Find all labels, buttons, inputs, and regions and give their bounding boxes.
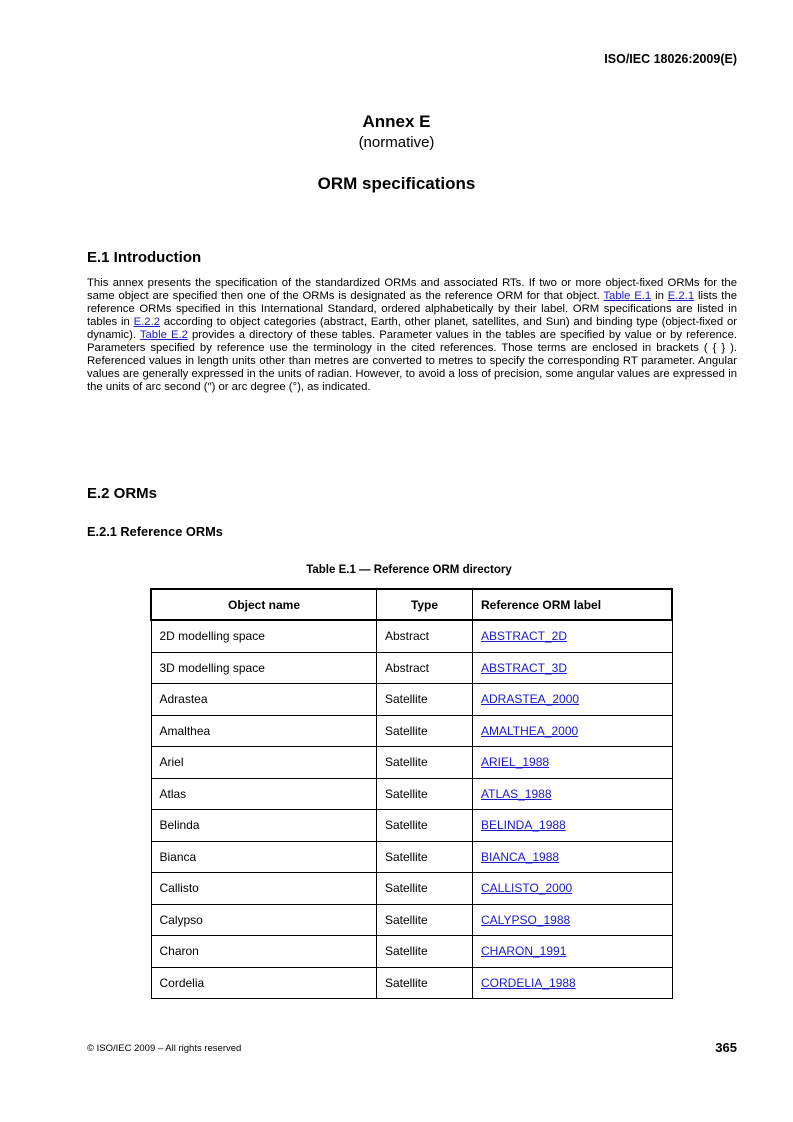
cell-type: Satellite (377, 684, 473, 716)
cell-reference-orm-label (473, 620, 673, 652)
cell-type: Satellite (377, 936, 473, 968)
section-heading-introduction: E.1 Introduction (87, 249, 202, 266)
reference-orm-link[interactable]: CHARON_1991 (481, 944, 567, 959)
cell-object-name: Belinda (151, 810, 377, 842)
table-row (151, 873, 672, 905)
cell-reference-orm-label (473, 841, 673, 873)
intro-text-part: according to object categories (abstract, Earth, other planet, satellites, and Sun) and binding type (object-fixed or dynamic). (87, 316, 738, 342)
cell-object-name: Charon (151, 936, 377, 968)
annex-title: Annex E (362, 112, 431, 131)
table-body (151, 620, 672, 999)
cell-reference-orm-label (473, 747, 673, 779)
cell-type: Satellite (377, 904, 473, 936)
table-row (151, 747, 672, 779)
cell-type: Abstract (377, 652, 473, 684)
link-section-e22[interactable]: E.2.2 (133, 316, 161, 329)
cell-object-name: Ariel (151, 747, 377, 779)
cell-type: Satellite (377, 778, 473, 810)
cell-reference-orm-label (473, 684, 673, 716)
subsection-heading-reference-orms: E.2.1 Reference ORMs (87, 524, 223, 539)
introduction-paragraph (87, 277, 737, 394)
reference-orm-link[interactable]: ABSTRACT_2D (481, 629, 568, 644)
cell-reference-orm-label (473, 715, 673, 747)
reference-orm-link[interactable]: ADRASTEA_2000 (481, 692, 580, 707)
column-header-type: Type (377, 589, 473, 620)
link-section-e21[interactable]: E.2.1 (667, 290, 695, 303)
section-heading-orms: E.2 ORMs (87, 485, 158, 502)
link-table-e2[interactable]: Table E.2 (139, 329, 188, 342)
page-number: 365 (715, 1040, 737, 1055)
cell-type: Abstract (377, 620, 473, 652)
cell-object-name: Amalthea (151, 715, 377, 747)
cell-object-name: 3D modelling space (151, 652, 377, 684)
cell-reference-orm-label (473, 652, 673, 684)
annex-subtitle: (normative) (358, 134, 435, 151)
reference-orm-link[interactable]: ATLAS_1988 (481, 786, 552, 801)
reference-orm-link[interactable]: CALYPSO_1988 (481, 912, 571, 927)
table-row (151, 715, 672, 747)
cell-type: Satellite (377, 841, 473, 873)
cell-reference-orm-label (473, 810, 673, 842)
cell-type: Satellite (377, 747, 473, 779)
table-caption: Table E.1 — Reference ORM directory (306, 564, 512, 576)
reference-orm-table (150, 588, 673, 999)
cell-type: Satellite (377, 967, 473, 999)
cell-object-name: 2D modelling space (151, 620, 377, 652)
cell-object-name: Adrastea (151, 684, 377, 716)
intro-text-part: lists the reference ORMs specified in this International Standard, ordered alphabetically by their label. ORM specifications are listed in tables in (87, 290, 738, 329)
annex-heading: ORM specifications (317, 174, 476, 193)
column-header-reference-orm-label: Reference ORM label (473, 589, 673, 620)
reference-orm-link[interactable]: AMALTHEA_2000 (481, 723, 579, 738)
cell-type: Satellite (377, 715, 473, 747)
cell-object-name: Bianca (151, 841, 377, 873)
cell-reference-orm-label (473, 873, 673, 905)
table-header-row (151, 589, 672, 620)
table-row (151, 841, 672, 873)
cell-reference-orm-label (473, 904, 673, 936)
cell-object-name: Atlas (151, 778, 377, 810)
intro-text-part: in (651, 290, 668, 303)
copyright-notice: © ISO/IEC 2009 – All rights reserved (87, 1043, 242, 1054)
reference-orm-link[interactable]: BIANCA_1988 (481, 849, 560, 864)
intro-text-part: provides a directory of these tables. Parameter values in the tables are specified by value or by reference. Parameters specified by reference use the terminology in the cited references. Those terms are enclosed in brackets ( { } ). Referenced values in length units other than metres are converted to metres to specify the corresponding RT parameter. Angular values are generally expressed in the units of radian. However, to avoid a loss of precision, some angular values are expressed in the units of arc second (″) or arc degree (°), as indicated. (87, 329, 737, 394)
table-row (151, 967, 672, 999)
cell-object-name: Callisto (151, 873, 377, 905)
cell-type: Satellite (377, 873, 473, 905)
table-row (151, 936, 672, 968)
reference-orm-link[interactable]: ARIEL_1988 (481, 755, 550, 770)
reference-orm-link[interactable]: BELINDA_1988 (481, 818, 566, 833)
cell-type: Satellite (377, 810, 473, 842)
reference-orm-link[interactable]: CORDELIA_1988 (481, 975, 576, 990)
table-row (151, 620, 672, 652)
table-row (151, 778, 672, 810)
cell-object-name: Cordelia (151, 967, 377, 999)
table-row (151, 652, 672, 684)
table-row (151, 904, 672, 936)
reference-orm-link[interactable]: CALLISTO_2000 (481, 881, 573, 896)
column-header-object-name: Object name (151, 589, 377, 620)
cell-reference-orm-label (473, 936, 673, 968)
cell-object-name: Calypso (151, 904, 377, 936)
table-row (151, 684, 672, 716)
document-id-header: ISO/IEC 18026:2009(E) (604, 52, 737, 66)
cell-reference-orm-label (473, 778, 673, 810)
reference-orm-link[interactable]: ABSTRACT_3D (481, 660, 568, 675)
intro-text-part: This annex presents the specification of the standardized ORMs and associated RTs. If two or more object-fixed ORMs for the same object are specified then one of the ORMs is designated as the reference ORM for that object. (87, 277, 737, 303)
table-row (151, 810, 672, 842)
link-table-e1[interactable]: Table E.1 (603, 290, 652, 303)
cell-reference-orm-label (473, 967, 673, 999)
